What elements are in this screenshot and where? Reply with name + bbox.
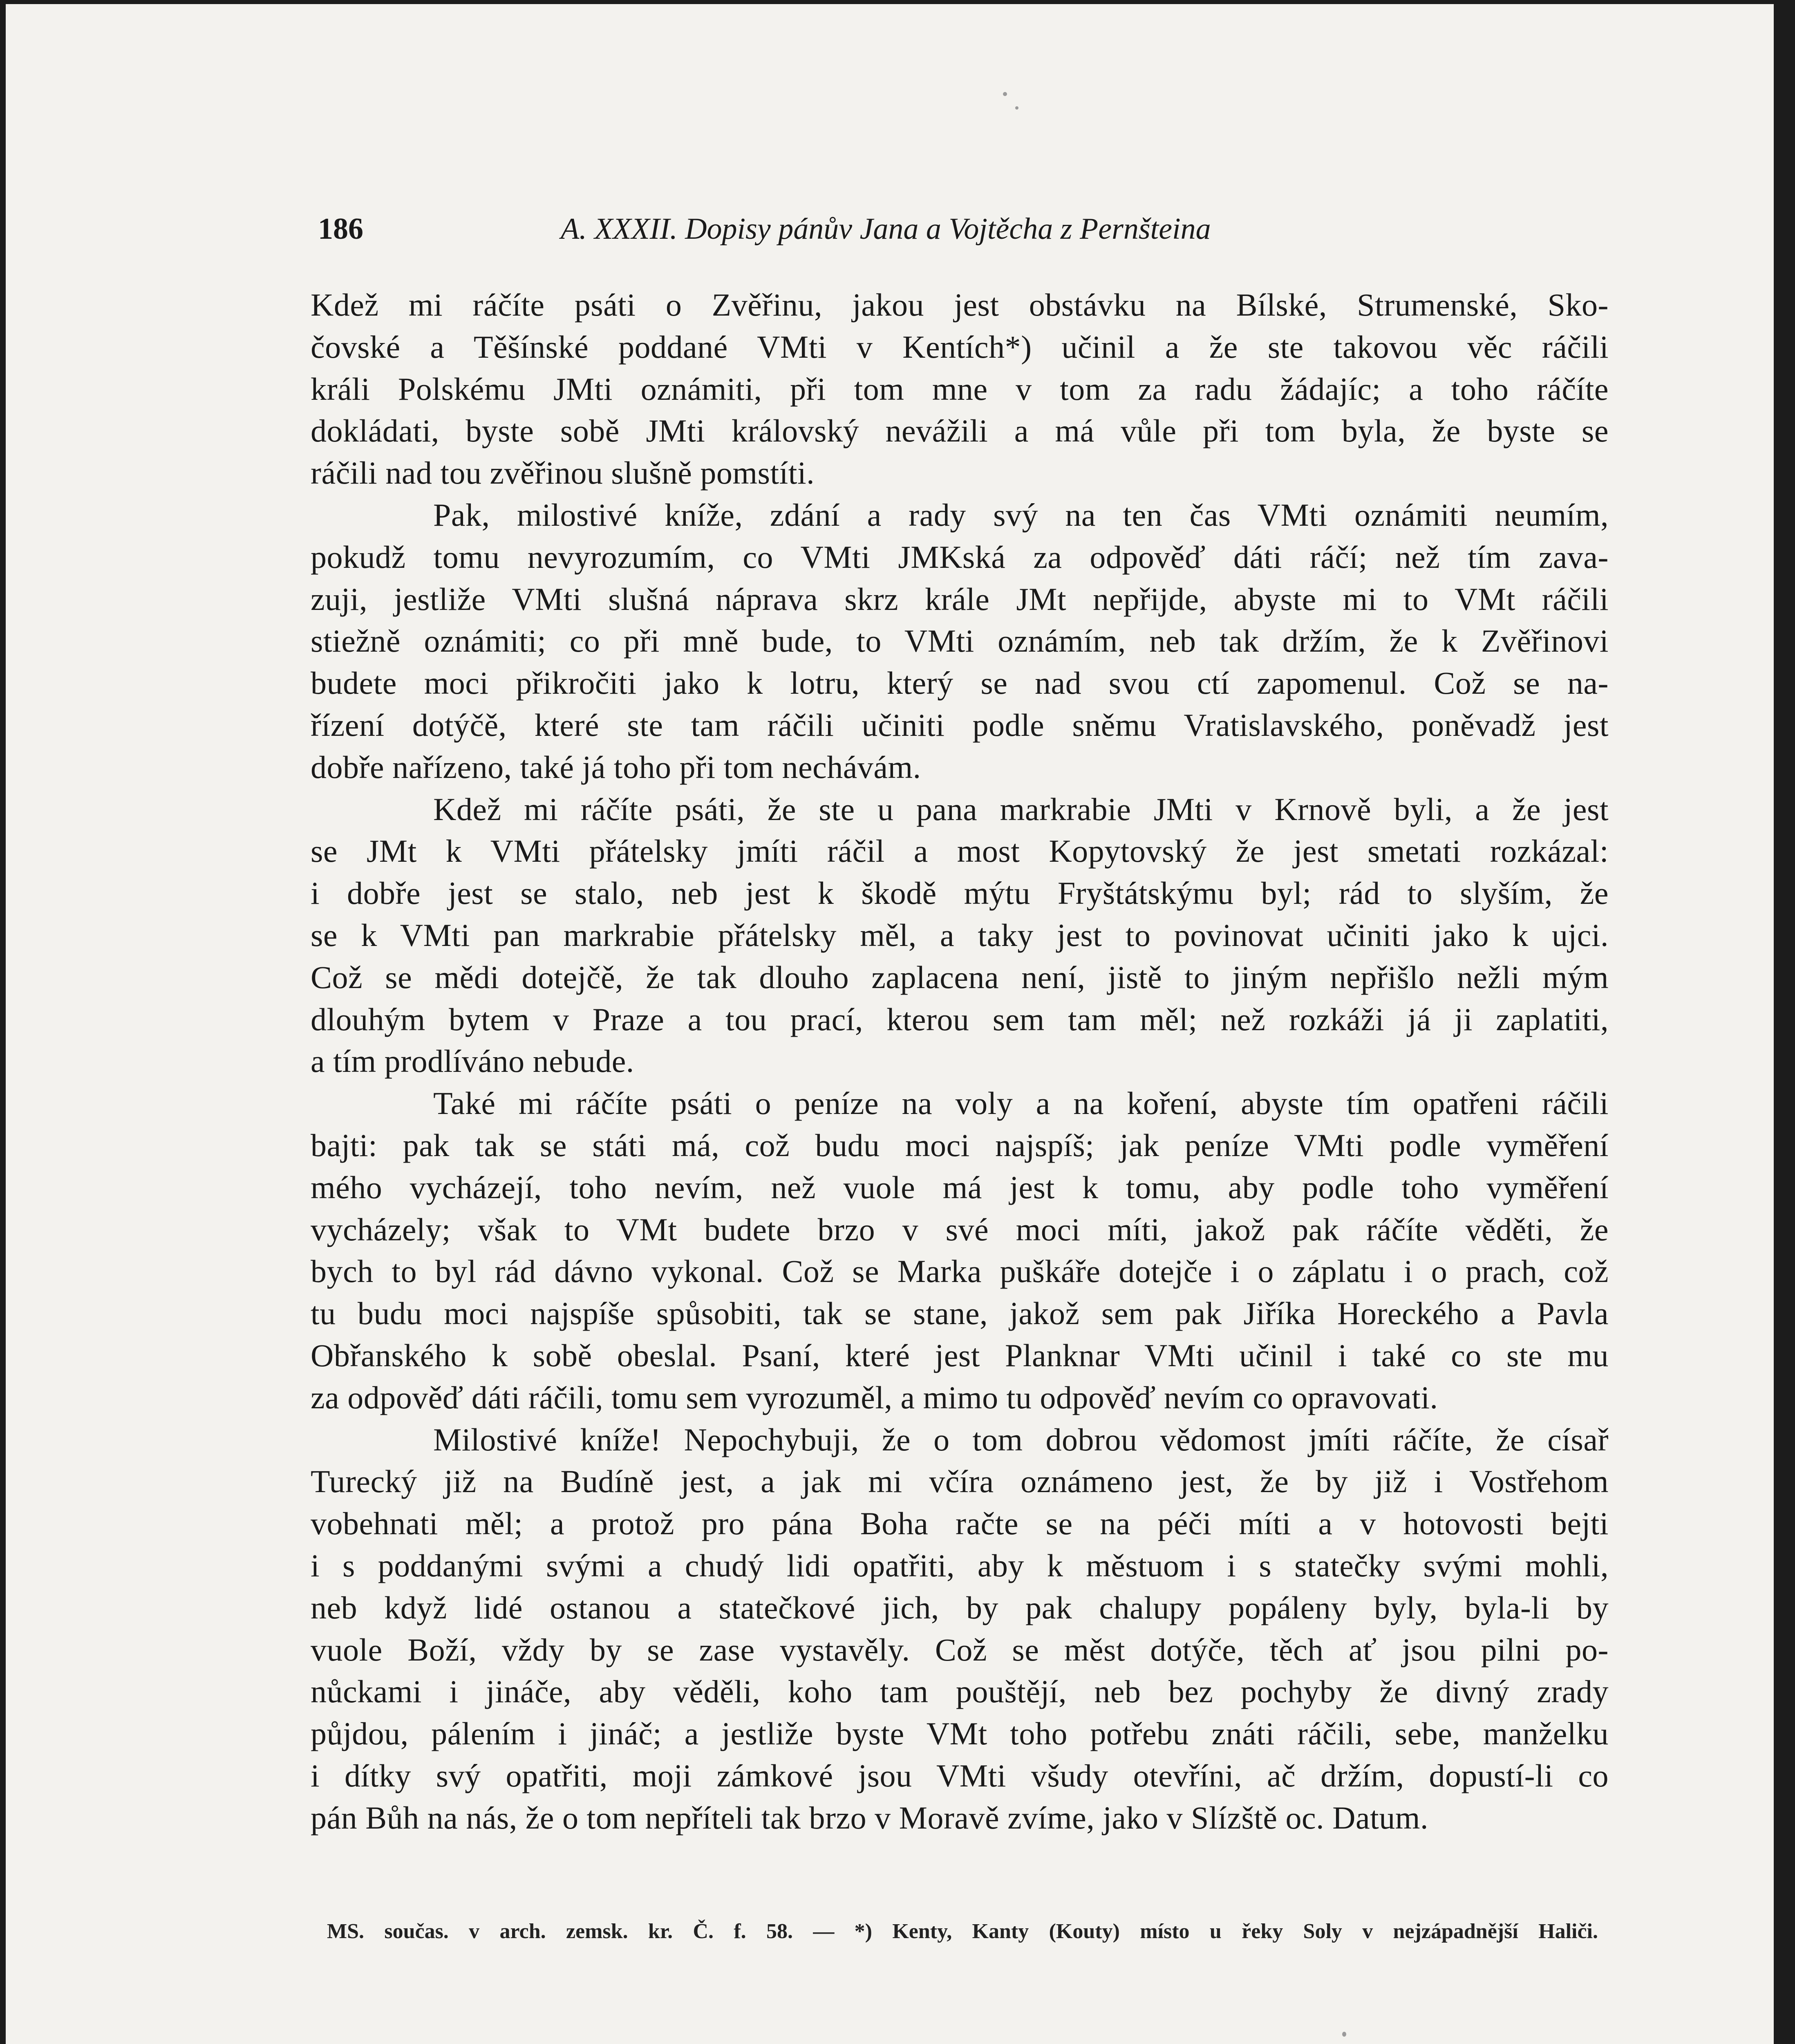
text-line: čovské a Těšínské poddané VMti v Kentích*) učinil a že ste takovou věc ráčili [311, 329, 1609, 365]
text-line: Což se mědi dotejčě, že tak dlouho zaplacena není, jistě to jiným nepřišlo nežli mým [311, 959, 1609, 995]
text-line: neb když lidé ostanou a statečkové jich, by pak chalupy popáleny byly, byla-li by [311, 1589, 1609, 1625]
paragraph [311, 494, 1609, 789]
footnote: MS. součas. v arch. zemsk. kr. Č. f. 58. — *) Kenty, Kanty (Kouty) místo u řeky Soly v nejzápadnější Haliči. [327, 1920, 1598, 1943]
text-line: tu budu moci najspíše spůsobiti, tak se stane, jakož sem pak Jiříka Horeckého a Pavla [311, 1295, 1609, 1331]
speck [1003, 92, 1007, 96]
text-line: Také mi ráčíte psáti o peníze na voly a na koření, abyste tím opatřeni ráčili [433, 1085, 1609, 1121]
text-line: i dobře jest se stalo, neb jest k škodě mýtu Fryštátskýmu byl; rád to slyším, že [311, 875, 1609, 911]
text-line: i dítky svý opatřiti, moji zámkové jsou VMti všudy otevříni, ač držím, dopustí-li co [311, 1757, 1609, 1793]
paragraph [311, 1419, 1609, 1839]
text-line: vycházely; však to VMt budete brzo v své moci míti, jakož pak ráčíte věděti, že [311, 1211, 1609, 1247]
text-line: Kdež mi ráčíte psáti, že ste u pana markrabie JMti v Krnově byli, a že jest [433, 791, 1609, 827]
paragraph [311, 789, 1609, 1083]
scanned-page [6, 4, 1774, 2044]
text-line: Pak, milostivé kníže, zdání a rady svý na ten čas VMti oznámiti neumím, [433, 497, 1609, 533]
text-line: půjdou, pálením i jináč; a jestliže byste VMt toho potřebu znáti ráčili, sebe, manželku [311, 1716, 1609, 1752]
text-line: pán Bůh na nás, že o tom nepříteli tak brzo v Moravě zvíme, jako v Slízště oc. Datum. [311, 1800, 1428, 1836]
running-title: A. XXXII. Dopisy pánův Jana a Vojtěcha z Pernšteina [561, 212, 1211, 246]
page-number: 186 [318, 212, 363, 246]
page-header [311, 212, 1609, 257]
text-line: se k VMti pan markrabie přátelsky měl, a taky jest to povinovat učiniti jako k ujci. [311, 917, 1609, 953]
text-line: dokládati, byste sobě JMti královský nevážili a má vůle při tom byla, že byste se [311, 413, 1609, 449]
text-line: řízení dotýčě, které ste tam ráčili učiniti podle sněmu Vratislavského, poněvadž jest [311, 707, 1609, 743]
text-line: se JMt k VMti přátelsky jmíti ráčil a most Kopytovský že jest smetati rozkázal: [311, 833, 1609, 869]
text-line: vuole Boží, vždy by se zase vystavěly. Což se měst dotýče, těch ať jsou pilni po- [311, 1632, 1609, 1667]
text-line: bajti: pak tak se státi má, což budu moci najspíš; jak peníze VMti podle vyměření [311, 1127, 1609, 1163]
text-line: dobře nařízeno, také já toho při tom nechávám. [311, 749, 921, 785]
paragraph [311, 284, 1609, 494]
text-line: zuji, jestliže VMti slušná náprava skrz krále JMt nepřijde, abyste mi to VMt ráčili [311, 581, 1609, 617]
text-line: a tím prodlíváno nebude. [311, 1043, 634, 1079]
text-line: nůckami i jináče, aby věděli, koho tam pouštějí, neb bez pochyby že divný zrady [311, 1674, 1609, 1710]
text-line: pokudž tomu nevyrozumím, co VMti JMKská za odpověď dáti ráčí; než tím zava- [311, 539, 1609, 575]
text-line: stiežně oznámiti; co při mně bude, to VMti oznámím, neb tak držím, že k Zvěřinovi [311, 623, 1609, 659]
letter-body [311, 284, 1609, 1839]
text-line: i s poddanými svými a chudý lidi opatřiti, aby k městuom i s statečky svými mohli, [311, 1547, 1609, 1583]
text-line: Obřanského k sobě obeslal. Psaní, které jest Planknar VMti učinil i také co ste mu [311, 1337, 1609, 1373]
text-line: králi Polskému JMti oznámiti, při tom mne v tom za radu žádajíc; a toho ráčíte [311, 371, 1609, 407]
speck [1342, 2032, 1346, 2037]
text-line: Milostivé kníže! Nepochybuji, že o tom dobrou vědomost jmíti ráčíte, že císař [433, 1421, 1609, 1457]
text-line: Turecký již na Budíně jest, a jak mi včíra oznámeno jest, že by již i Vostřehom [311, 1464, 1609, 1499]
text-line: ráčili nad tou zvěřinou slušně pomstíti. [311, 455, 815, 491]
text-line: budete moci přikročiti jako k lotru, který se nad svou ctí zapomenul. Což se na- [311, 665, 1609, 701]
text-line: vobehnati měl; a protož pro pána Boha račte se na péči míti a v hotovosti bejti [311, 1506, 1609, 1542]
text-line: za odpověď dáti ráčili, tomu sem vyrozuměl, a mimo tu odpověď nevím co opravovati. [311, 1379, 1438, 1415]
text-line: mého vycházejí, toho nevím, než vuole má jest k tomu, aby podle toho vyměření [311, 1169, 1609, 1205]
text-line: Kdež mi ráčíte psáti o Zvěřinu, jakou jest obstávku na Bílské, Strumenské, Sko- [311, 287, 1609, 323]
speck [1015, 106, 1018, 110]
text-line: dlouhým bytem v Praze a tou prací, kterou sem tam měl; než rozkáži já ji zaplatiti, [311, 1001, 1609, 1037]
paragraph [311, 1083, 1609, 1419]
text-line: bych to byl rád dávno vykonal. Což se Marka puškáře dotejče i o záplatu i o prach, což [311, 1253, 1609, 1289]
